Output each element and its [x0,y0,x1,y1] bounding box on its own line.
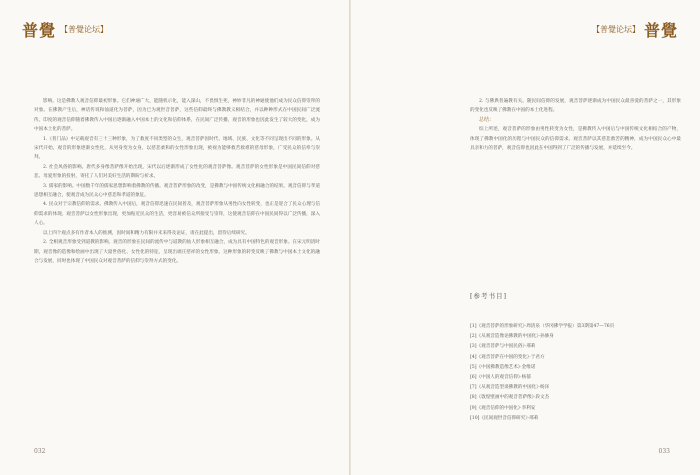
reference-item: [7]《从观音造型谈佛教的中国化》·杨泽 [470,385,550,391]
paragraph: 2. 与佛典普遍教有关。随民间信仰的发展，观音菩萨逐渐成为中国民众最喜爱的菩萨之一，其形象的变化也反映了佛教在中国的本土化进程。 [470,99,681,114]
paragraph: 以上四个观点多有作者本人的推测，因时间和精力有限并未来得及论证，请在此提出，留待后续研究。 [43,230,250,236]
summary-label: 总结： [479,116,495,123]
right-body-text [470,97,681,153]
brand-logo: 普覺 [643,21,678,40]
section-label: 【普覺论坛】 [591,25,640,34]
paragraph: 3. 儒家的影响。中国数千年的儒家思想影响着佛教的传播。观音菩萨形象的改变，是佛教与中国传统文化相融合的结果。观音信仰与孝道思想相互融合，使观音成为民众心中慈悲和孝道的象征。 [34,183,320,199]
left-body-text [34,97,320,266]
reference-item: [3]《观音菩萨与中国民俗》·邢莉 [470,344,536,350]
brand-logo: 普覺 [22,21,57,40]
paragraph: 4. 民众对于宗教信仰的需求。佛教传入中国后，观音信仰迅速在民间普及，观音菩萨形象从男性向女性转变，也正是迎合了民众心理与信仰需求的体现。观音菩萨以女性形象出现，更加贴近民众的生活，更容易被信众所接受与崇拜，这使观音信仰在中国民间得以广泛传播，深入人心。 [34,202,320,227]
reference-item: [8]《敦煌壁画中的观音菩萨像》·段文杰 [470,395,550,401]
reference-item: [5]《中国佛教造像艺术》·金维诺 [470,364,536,370]
paragraph: 1.《普门品》中记载观音有三十三种形象，为了救度不同类型的众生，观音菩萨因时代、地域、民族、文化等不同呈现出不同的形象。从宋代开始，观音的形象逐渐女性化，从男身变为女身，以慈悲柔和的女性形象出现，被视为能够救苦救难的慈母形象，广受民众的信奉与崇拜。 [34,136,320,161]
paragraph: 综上所述，观音菩萨的形象由男性转变为女性，是佛教传入中国后与中国传统文化相结合的产物，体现了佛教中国化的历程与中国民众的信仰需求。观音菩萨以其慈悲救苦的精神，成为中国民众心中最具亲和力的菩萨，观音信仰也因此在中国得到了广泛的传播与发展，并延续至今。 [470,127,681,152]
reference-item: [4]《观音菩萨在中国的变化》·于君方 [470,354,545,360]
right-page-header [588,18,678,41]
page-number: 033 [658,448,670,455]
paragraph: 2. 全相观音形象受到道教的影响。观音的形象在民间的流传中与道教的仙人形象相互融合，成为具有中国特色的观音形象。在宋元明清时期，观音像的造像和绘画中出现了大量世俗化、女性化的特征，呈现出端庄慈祥的女性形象。这种形象的转变反映了佛教与中国本土文化的融合与发展，同时也体现了中国民众对观音菩萨的信仰与崇拜方式的变化。 [34,240,320,264]
left-page-header [22,18,112,41]
reference-item: [9]《观音信仰的中国化》·李利安 [470,405,536,411]
section-label: 【普覺论坛】 [60,25,109,34]
paragraph: 2. 社会风俗的影响。唐代多身像菩萨像开始出现，宋代以后逐渐形成了女性化的观音菩萨像。观音菩萨的女性形象是中国民间信仰对慈悲、母爱形象的投射，寄托了人们对美好生活的期盼与祈求。 [34,164,320,180]
page-number: 032 [34,448,46,455]
paragraph: 影响。这是佛教人观音信仰最初形象。它们神通广大，能随机示化，能入深山，不畏惧生死，神妙非凡的神通使他们成为民众信仰崇拜的对象。在佛教产生后，神话传说和仙道化为菩萨，因为已为观世音菩萨，这些信仰最终与佛教教义相结合，并以种种形式在中国民间广泛流传。印度的观音信仰随着佛教传入中国后逐渐融入中国本土的文化和信仰体系，在民间广泛传播，观音的形象也因此发生了较大的变化，成为中国本土化的菩萨。 [34,99,320,133]
references-section [470,291,670,424]
reference-item: [6]《中国人的观音信仰》·杨郁 [470,375,531,381]
reference-item: [2]《从观音造像论佛教的中国化》·孙修身 [470,334,554,340]
references-title: [参考书目] [470,292,508,300]
reference-item: [10]《民间观世音信仰研究》·邢莉 [470,415,539,421]
right-page [351,0,700,475]
references-list [470,322,670,424]
left-page [0,0,349,475]
reference-item: [1]《观音菩萨的形象研究》·周清泉（华冈佛学学报）第3期第47—76页 [470,324,615,329]
